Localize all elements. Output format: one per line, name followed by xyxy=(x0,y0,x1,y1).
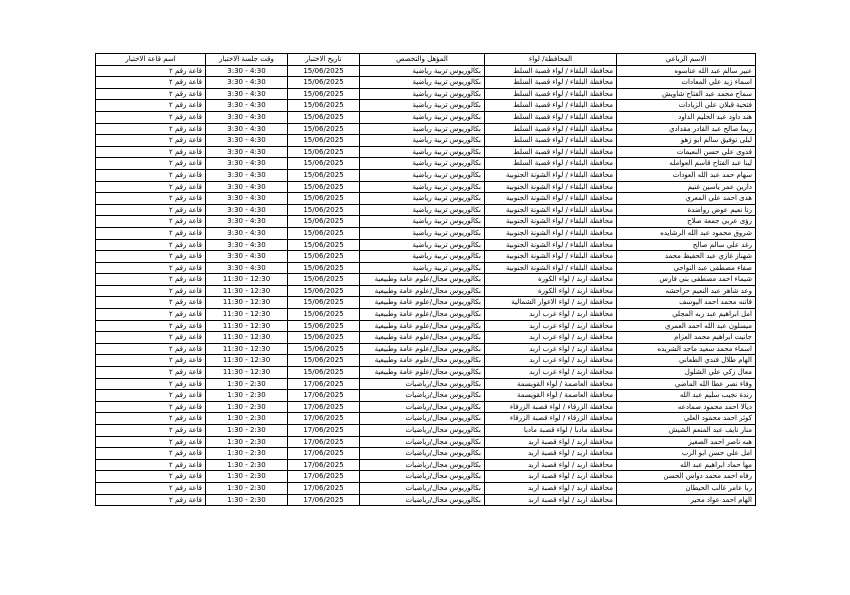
header-name: الاسم الرباعي xyxy=(617,54,756,66)
district-cell: محافظة اربد / لواء غرب اربد xyxy=(485,332,617,344)
district-cell: محافظة اربد / لواء غرب اربد xyxy=(485,367,617,379)
session-cell: 3:30 - 4:30 xyxy=(206,216,288,228)
qualification-cell: بكالوريوس مجال/علوم عامة وطبيعية xyxy=(360,343,485,355)
name-cell: شهناز غازي عبد الحفيظ محمد xyxy=(617,251,756,263)
hall-cell: قاعة رقم ٢ xyxy=(96,77,206,89)
hall-cell: قاعة رقم ٢ xyxy=(96,262,206,274)
table-row xyxy=(96,367,756,379)
session-cell: 3:30 - 4:30 xyxy=(206,169,288,181)
qualification-cell: بكالوريوس مجال/رياضيات xyxy=(360,425,485,437)
district-cell: محافظة اربد / لواء غرب اربد xyxy=(485,320,617,332)
table-row xyxy=(96,436,756,448)
session-cell: 11:30 - 12:30 xyxy=(206,309,288,321)
qualification-cell: بكالوريوس مجال/رياضيات xyxy=(360,448,485,460)
district-cell: محافظة البلقاء / لواء قصبة السلط xyxy=(485,88,617,100)
session-cell: 3:30 - 4:30 xyxy=(206,88,288,100)
hall-cell: قاعة رقم ٢ xyxy=(96,251,206,263)
table-row xyxy=(96,158,756,170)
hall-cell: قاعة رقم ٢ xyxy=(96,239,206,251)
district-cell: محافظة اربد / لواء غرب اربد xyxy=(485,343,617,355)
hall-cell: قاعة رقم ٢ xyxy=(96,332,206,344)
date-cell: 15/06/2025 xyxy=(288,343,360,355)
qualification-cell: بكالوريوس مجال/رياضيات xyxy=(360,413,485,425)
district-cell: محافظة اربد / لواء قصبة اربد xyxy=(485,459,617,471)
district-cell: محافظة البلقاء / لواء قصبة السلط xyxy=(485,135,617,147)
hall-cell: قاعة رقم ٢ xyxy=(96,123,206,135)
session-cell: 3:30 - 4:30 xyxy=(206,123,288,135)
hall-cell: قاعة رقم ٢ xyxy=(96,65,206,77)
exam-schedule-table xyxy=(95,53,756,506)
table-row xyxy=(96,401,756,413)
hall-cell: قاعة رقم ٢ xyxy=(96,390,206,402)
hall-cell: قاعة رقم ٢ xyxy=(96,309,206,321)
district-cell: محافظة البلقاء / لواء قصبة السلط xyxy=(485,65,617,77)
header-row xyxy=(96,54,756,66)
name-cell: رؤى عربي جمعة صلاح xyxy=(617,216,756,228)
date-cell: 15/06/2025 xyxy=(288,227,360,239)
table-row xyxy=(96,332,756,344)
table-row xyxy=(96,262,756,274)
session-cell: 3:30 - 4:30 xyxy=(206,77,288,89)
session-cell: 11:30 - 12:30 xyxy=(206,332,288,344)
hall-cell: قاعة رقم ٢ xyxy=(96,227,206,239)
district-cell: محافظة البلقاء / لواء الشونة الجنوبية xyxy=(485,193,617,205)
date-cell: 15/06/2025 xyxy=(288,65,360,77)
header-session: وقت جلسة الاختبار xyxy=(206,54,288,66)
district-cell: محافظة اربد / لواء قصبة اربد xyxy=(485,436,617,448)
date-cell: 17/06/2025 xyxy=(288,494,360,506)
district-cell: محافظة البلقاء / لواء قصبة السلط xyxy=(485,100,617,112)
date-cell: 15/06/2025 xyxy=(288,204,360,216)
qualification-cell: بكالوريوس مجال/علوم عامة وطبيعية xyxy=(360,320,485,332)
name-cell: فاتنه محمد احمد اليوسف xyxy=(617,297,756,309)
name-cell: فتحية قبلان علي الزيادات xyxy=(617,100,756,112)
hall-cell: قاعة رقم ٢ xyxy=(96,88,206,100)
name-cell: هند داود عبد الحليم الداود xyxy=(617,111,756,123)
qualification-cell: بكالوريوس مجال/علوم عامة وطبيعية xyxy=(360,332,485,344)
name-cell: امل علي حسن ابو الرب xyxy=(617,448,756,460)
qualification-cell: بكالوريوس مجال/رياضيات xyxy=(360,482,485,494)
qualification-cell: بكالوريوس تربية رياضية xyxy=(360,123,485,135)
name-cell: رغد علي سالم صالح xyxy=(617,239,756,251)
table-row xyxy=(96,494,756,506)
session-cell: 11:30 - 12:30 xyxy=(206,320,288,332)
table-row xyxy=(96,123,756,135)
session-cell: 3:30 - 4:30 xyxy=(206,193,288,205)
qualification-cell: بكالوريوس مجال/رياضيات xyxy=(360,459,485,471)
session-cell: 1:30 - 2:30 xyxy=(206,471,288,483)
table-row xyxy=(96,181,756,193)
district-cell: محافظة اربد / لواء الكورة xyxy=(485,274,617,286)
date-cell: 17/06/2025 xyxy=(288,471,360,483)
table-row xyxy=(96,471,756,483)
name-cell: الهام احمد عواد محير xyxy=(617,494,756,506)
table-row xyxy=(96,309,756,321)
district-cell: محافظة البلقاء / لواء الشونة الجنوبية xyxy=(485,239,617,251)
hall-cell: قاعة رقم ٢ xyxy=(96,297,206,309)
table-row xyxy=(96,239,756,251)
district-cell: محافظة البلقاء / لواء الشونة الجنوبية xyxy=(485,216,617,228)
district-cell: محافظة اربد / لواء قصبة اربد xyxy=(485,494,617,506)
table-row xyxy=(96,320,756,332)
session-cell: 3:30 - 4:30 xyxy=(206,100,288,112)
hall-cell: قاعة رقم ٢ xyxy=(96,436,206,448)
district-cell: محافظة العاصمة / لواء القويسمة xyxy=(485,378,617,390)
qualification-cell: بكالوريوس تربية رياضية xyxy=(360,204,485,216)
name-cell: سهام حمد عبد الله العودات xyxy=(617,169,756,181)
date-cell: 17/06/2025 xyxy=(288,436,360,448)
district-cell: محافظة البلقاء / لواء الشونة الجنوبية xyxy=(485,169,617,181)
name-cell: هبه ناصر احمد الصغير xyxy=(617,436,756,448)
district-cell: محافظة البلقاء / لواء الشونة الجنوبية xyxy=(485,204,617,216)
name-cell: ريما صالح عبد القادر مقدادي xyxy=(617,123,756,135)
table-row xyxy=(96,111,756,123)
session-cell: 1:30 - 2:30 xyxy=(206,448,288,460)
hall-cell: قاعة رقم ٢ xyxy=(96,367,206,379)
name-cell: امل ابراهيم عبد ربه المجلي xyxy=(617,309,756,321)
name-cell: مها حماد ابراهيم عبد الله xyxy=(617,459,756,471)
district-cell: محافظة البلقاء / لواء الشونة الجنوبية xyxy=(485,262,617,274)
district-cell: محافظة البلقاء / لواء قصبة السلط xyxy=(485,111,617,123)
hall-cell: قاعة رقم ٢ xyxy=(96,425,206,437)
hall-cell: قاعة رقم ٢ xyxy=(96,378,206,390)
qualification-cell: بكالوريوس مجال/علوم عامة وطبيعية xyxy=(360,367,485,379)
session-cell: 11:30 - 12:30 xyxy=(206,367,288,379)
name-cell: هدى احمد علي المعري xyxy=(617,193,756,205)
hall-cell: قاعة رقم ٢ xyxy=(96,181,206,193)
hall-cell: قاعة رقم ٢ xyxy=(96,482,206,494)
date-cell: 17/06/2025 xyxy=(288,413,360,425)
district-cell: محافظة الزرقاء / لواء قصبة الزرقاء xyxy=(485,401,617,413)
hall-cell: قاعة رقم ٢ xyxy=(96,216,206,228)
date-cell: 15/06/2025 xyxy=(288,181,360,193)
name-cell: ربا عامر غالب الحيطان xyxy=(617,482,756,494)
table-row xyxy=(96,390,756,402)
name-cell: كوثر احمد محمود العلي xyxy=(617,413,756,425)
table-row xyxy=(96,251,756,263)
date-cell: 15/06/2025 xyxy=(288,100,360,112)
table-row xyxy=(96,88,756,100)
date-cell: 15/06/2025 xyxy=(288,320,360,332)
name-cell: اسماء زيد علي المعادات xyxy=(617,77,756,89)
date-cell: 15/06/2025 xyxy=(288,158,360,170)
date-cell: 15/06/2025 xyxy=(288,193,360,205)
table-row xyxy=(96,169,756,181)
session-cell: 1:30 - 2:30 xyxy=(206,378,288,390)
name-cell: دارين عمر ياسين غنيم xyxy=(617,181,756,193)
header-hall: اسم قاعة الاختبار xyxy=(96,54,206,66)
district-cell: محافظة البلقاء / لواء الشونة الجنوبية xyxy=(485,251,617,263)
qualification-cell: بكالوريوس مجال/علوم عامة وطبيعية xyxy=(360,309,485,321)
district-cell: محافظة الزرقاء / لواء قصبة الزرقاء xyxy=(485,413,617,425)
name-cell: شيماء احمد مصطفى بني فارس xyxy=(617,274,756,286)
name-cell: ليلى توفيق سالم ابو زهو xyxy=(617,135,756,147)
session-cell: 11:30 - 12:30 xyxy=(206,343,288,355)
date-cell: 17/06/2025 xyxy=(288,401,360,413)
session-cell: 3:30 - 4:30 xyxy=(206,181,288,193)
table-row xyxy=(96,355,756,367)
date-cell: 17/06/2025 xyxy=(288,378,360,390)
session-cell: 11:30 - 12:30 xyxy=(206,285,288,297)
session-cell: 3:30 - 4:30 xyxy=(206,111,288,123)
table-row xyxy=(96,378,756,390)
qualification-cell: بكالوريوس تربية رياضية xyxy=(360,135,485,147)
date-cell: 17/06/2025 xyxy=(288,425,360,437)
name-cell: الهام طلال فندي الطعاني xyxy=(617,355,756,367)
name-cell: صفاء مصطفى عبد النواجي xyxy=(617,262,756,274)
hall-cell: قاعة رقم ٢ xyxy=(96,100,206,112)
hall-cell: قاعة رقم ٢ xyxy=(96,448,206,460)
name-cell: معال زكي علي الشلول xyxy=(617,367,756,379)
table-row xyxy=(96,100,756,112)
hall-cell: قاعة رقم ٢ xyxy=(96,135,206,147)
date-cell: 15/06/2025 xyxy=(288,216,360,228)
qualification-cell: بكالوريوس تربية رياضية xyxy=(360,193,485,205)
hall-cell: قاعة رقم ٢ xyxy=(96,158,206,170)
district-cell: محافظة البلقاء / لواء الشونة الجنوبية xyxy=(485,181,617,193)
exam-schedule-sheet xyxy=(95,53,755,506)
qualification-cell: بكالوريوس تربية رياضية xyxy=(360,216,485,228)
session-cell: 3:30 - 4:30 xyxy=(206,251,288,263)
session-cell: 3:30 - 4:30 xyxy=(206,262,288,274)
hall-cell: قاعة رقم ٢ xyxy=(96,193,206,205)
hall-cell: قاعة رقم ٢ xyxy=(96,459,206,471)
header-qualification: المؤهل والتخصص xyxy=(360,54,485,66)
qualification-cell: بكالوريوس تربية رياضية xyxy=(360,169,485,181)
name-cell: اسماء محمد سعيد ماجد الشريده xyxy=(617,343,756,355)
hall-cell: قاعة رقم ٢ xyxy=(96,320,206,332)
session-cell: 1:30 - 2:30 xyxy=(206,459,288,471)
session-cell: 3:30 - 4:30 xyxy=(206,135,288,147)
date-cell: 17/06/2025 xyxy=(288,448,360,460)
qualification-cell: بكالوريوس تربية رياضية xyxy=(360,227,485,239)
hall-cell: قاعة رقم ٢ xyxy=(96,471,206,483)
qualification-cell: بكالوريوس مجال/رياضيات xyxy=(360,471,485,483)
date-cell: 15/06/2025 xyxy=(288,251,360,263)
date-cell: 15/06/2025 xyxy=(288,285,360,297)
session-cell: 1:30 - 2:30 xyxy=(206,401,288,413)
district-cell: محافظة اربد / لواء غرب اربد xyxy=(485,355,617,367)
session-cell: 3:30 - 4:30 xyxy=(206,227,288,239)
session-cell: 11:30 - 12:30 xyxy=(206,355,288,367)
district-cell: محافظة العاصمة / لواء القويسمة xyxy=(485,390,617,402)
session-cell: 1:30 - 2:30 xyxy=(206,436,288,448)
hall-cell: قاعة رقم ٢ xyxy=(96,343,206,355)
table-row xyxy=(96,448,756,460)
hall-cell: قاعة رقم ٢ xyxy=(96,401,206,413)
qualification-cell: بكالوريوس مجال/رياضيات xyxy=(360,401,485,413)
district-cell: محافظة اربد / لواء قصبة اربد xyxy=(485,448,617,460)
qualification-cell: بكالوريوس تربية رياضية xyxy=(360,158,485,170)
session-cell: 11:30 - 12:30 xyxy=(206,297,288,309)
session-cell: 1:30 - 2:30 xyxy=(206,413,288,425)
qualification-cell: بكالوريوس مجال/علوم عامة وطبيعية xyxy=(360,274,485,286)
qualification-cell: بكالوريوس تربية رياضية xyxy=(360,77,485,89)
name-cell: شروق محمود عبد الله الرشايده xyxy=(617,227,756,239)
qualification-cell: بكالوريوس تربية رياضية xyxy=(360,262,485,274)
header-date: تاريخ الاختبار xyxy=(288,54,360,66)
district-cell: محافظة اربد / لواء الاغوار الشمالية xyxy=(485,297,617,309)
qualification-cell: بكالوريوس تربية رياضية xyxy=(360,111,485,123)
table-row xyxy=(96,204,756,216)
district-cell: محافظة اربد / لواء غرب اربد xyxy=(485,309,617,321)
date-cell: 15/06/2025 xyxy=(288,111,360,123)
date-cell: 15/06/2025 xyxy=(288,146,360,158)
name-cell: وعد شاهر عبد النعيم حراحشه xyxy=(617,285,756,297)
table-row xyxy=(96,216,756,228)
date-cell: 15/06/2025 xyxy=(288,123,360,135)
qualification-cell: بكالوريوس مجال/علوم عامة وطبيعية xyxy=(360,285,485,297)
date-cell: 17/06/2025 xyxy=(288,459,360,471)
date-cell: 15/06/2025 xyxy=(288,367,360,379)
date-cell: 15/06/2025 xyxy=(288,274,360,286)
name-cell: منار نايف عبد المنعم الشيش xyxy=(617,425,756,437)
table-row xyxy=(96,297,756,309)
session-cell: 1:30 - 2:30 xyxy=(206,390,288,402)
session-cell: 11:30 - 12:30 xyxy=(206,274,288,286)
session-cell: 3:30 - 4:30 xyxy=(206,65,288,77)
name-cell: رنا نعيم عوض رواضدة xyxy=(617,204,756,216)
date-cell: 15/06/2025 xyxy=(288,262,360,274)
district-cell: محافظة البلقاء / لواء قصبة السلط xyxy=(485,146,617,158)
qualification-cell: بكالوريوس مجال/رياضيات xyxy=(360,436,485,448)
qualification-cell: بكالوريوس مجال/رياضيات xyxy=(360,390,485,402)
qualification-cell: بكالوريوس مجال/رياضيات xyxy=(360,494,485,506)
hall-cell: قاعة رقم ٢ xyxy=(96,274,206,286)
district-cell: محافظة اربد / لواء قصبة اربد xyxy=(485,471,617,483)
name-cell: ميسلون عبد الله احمد العمري xyxy=(617,320,756,332)
date-cell: 15/06/2025 xyxy=(288,297,360,309)
district-cell: محافظة البلقاء / لواء قصبة السلط xyxy=(485,158,617,170)
qualification-cell: بكالوريوس مجال/رياضيات xyxy=(360,378,485,390)
hall-cell: قاعة رقم ٢ xyxy=(96,494,206,506)
table-row xyxy=(96,482,756,494)
qualification-cell: بكالوريوس تربية رياضية xyxy=(360,100,485,112)
date-cell: 15/06/2025 xyxy=(288,135,360,147)
district-cell: محافظة اربد / لواء الكورة xyxy=(485,285,617,297)
session-cell: 1:30 - 2:30 xyxy=(206,425,288,437)
name-cell: لينا عبد الفتاح قاسم العوامله xyxy=(617,158,756,170)
date-cell: 15/06/2025 xyxy=(288,355,360,367)
table-row xyxy=(96,227,756,239)
table-row xyxy=(96,425,756,437)
date-cell: 15/06/2025 xyxy=(288,77,360,89)
name-cell: وفاء نصر عطا الله الماضي xyxy=(617,378,756,390)
date-cell: 15/06/2025 xyxy=(288,88,360,100)
district-cell: محافظة البلقاء / لواء قصبة السلط xyxy=(485,77,617,89)
session-cell: 3:30 - 4:30 xyxy=(206,239,288,251)
qualification-cell: بكالوريوس تربية رياضية xyxy=(360,88,485,100)
qualification-cell: بكالوريوس تربية رياضية xyxy=(360,146,485,158)
hall-cell: قاعة رقم ٢ xyxy=(96,111,206,123)
name-cell: جانيت ابراهيم محمد العزام xyxy=(617,332,756,344)
qualification-cell: بكالوريوس مجال/علوم عامة وطبيعية xyxy=(360,355,485,367)
table-row xyxy=(96,193,756,205)
table-row xyxy=(96,146,756,158)
session-cell: 3:30 - 4:30 xyxy=(206,158,288,170)
name-cell: رندة نجيب سليم عبد الله xyxy=(617,390,756,402)
qualification-cell: بكالوريوس مجال/علوم عامة وطبيعية xyxy=(360,297,485,309)
district-cell: محافظة البلقاء / لواء الشونة الجنوبية xyxy=(485,227,617,239)
hall-cell: قاعة رقم ٢ xyxy=(96,285,206,297)
qualification-cell: بكالوريوس تربية رياضية xyxy=(360,181,485,193)
date-cell: 15/06/2025 xyxy=(288,169,360,181)
qualification-cell: بكالوريوس تربية رياضية xyxy=(360,65,485,77)
table-row xyxy=(96,343,756,355)
table-row xyxy=(96,77,756,89)
hall-cell: قاعة رقم ٢ xyxy=(96,169,206,181)
session-cell: 1:30 - 2:30 xyxy=(206,482,288,494)
table-row xyxy=(96,135,756,147)
date-cell: 17/06/2025 xyxy=(288,482,360,494)
table-row xyxy=(96,274,756,286)
date-cell: 17/06/2025 xyxy=(288,390,360,402)
session-cell: 3:30 - 4:30 xyxy=(206,146,288,158)
name-cell: ديالا احمد محمود صمادعه xyxy=(617,401,756,413)
table-row xyxy=(96,459,756,471)
district-cell: محافظة اربد / لواء قصبة اربد xyxy=(485,482,617,494)
hall-cell: قاعة رقم ٢ xyxy=(96,413,206,425)
table-row xyxy=(96,285,756,297)
session-cell: 3:30 - 4:30 xyxy=(206,204,288,216)
date-cell: 15/06/2025 xyxy=(288,309,360,321)
name-cell: عبير سالم عبد الله عناسوه xyxy=(617,65,756,77)
table-body xyxy=(96,65,756,506)
table-row xyxy=(96,65,756,77)
district-cell: محافظة مادبا / لواء قصبة مادبا xyxy=(485,425,617,437)
name-cell: رفاه احمد محمد دواس الحسن xyxy=(617,471,756,483)
name-cell: سماح محمد عبد الفتاح شاويش xyxy=(617,88,756,100)
date-cell: 15/06/2025 xyxy=(288,332,360,344)
qualification-cell: بكالوريوس تربية رياضية xyxy=(360,251,485,263)
session-cell: 1:30 - 2:30 xyxy=(206,494,288,506)
hall-cell: قاعة رقم ٢ xyxy=(96,204,206,216)
header-district: المحافظة/ لواء xyxy=(485,54,617,66)
name-cell: فدوى علي حسن النعيمات xyxy=(617,146,756,158)
qualification-cell: بكالوريوس تربية رياضية xyxy=(360,239,485,251)
date-cell: 15/06/2025 xyxy=(288,239,360,251)
table-row xyxy=(96,413,756,425)
hall-cell: قاعة رقم ٢ xyxy=(96,355,206,367)
district-cell: محافظة البلقاء / لواء قصبة السلط xyxy=(485,123,617,135)
hall-cell: قاعة رقم ٢ xyxy=(96,146,206,158)
